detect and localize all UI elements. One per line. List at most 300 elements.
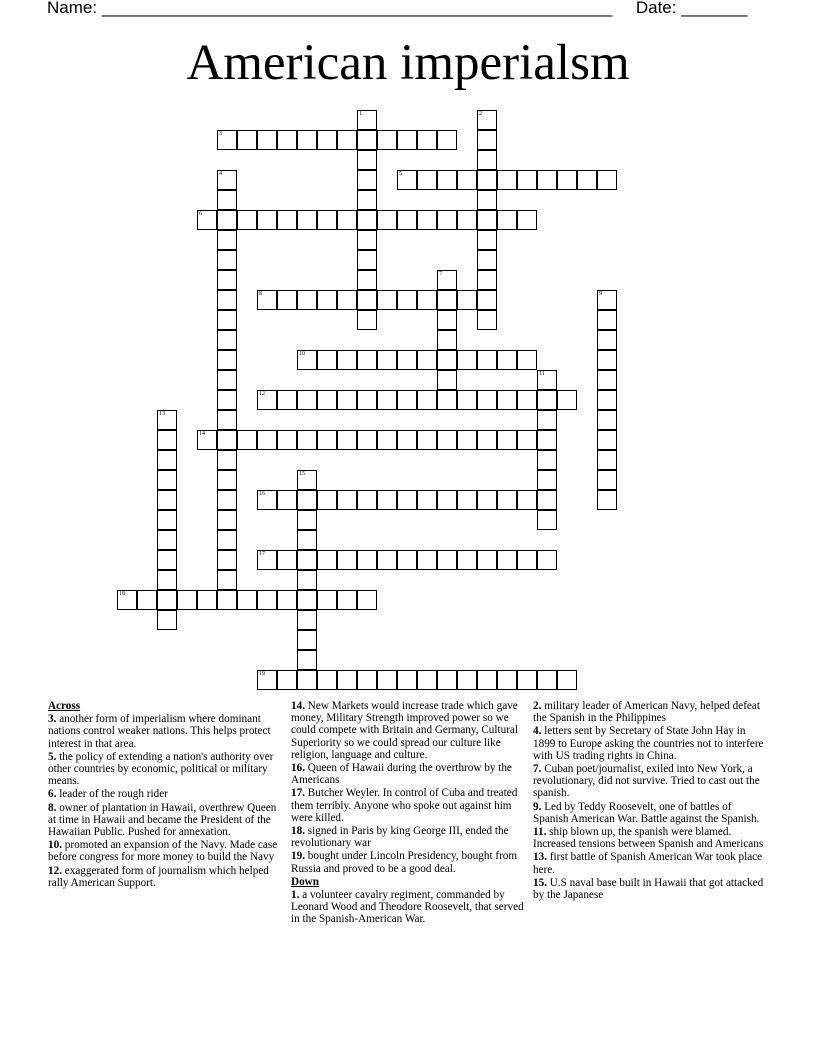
down-heading: Down xyxy=(291,875,319,888)
clue-text: bought under Lincoln Presidency, bought from Russia and proved to be a good deal. xyxy=(291,850,518,875)
grid-cell[interactable] xyxy=(297,550,317,570)
grid-cell[interactable] xyxy=(597,290,617,310)
grid-cell[interactable] xyxy=(597,170,617,190)
grid-cell[interactable] xyxy=(497,350,517,370)
grid-cell[interactable] xyxy=(477,390,497,410)
grid-cell[interactable] xyxy=(137,590,157,610)
grid-cell[interactable] xyxy=(437,350,457,370)
clue-text: a volunteer cavalry regiment, commanded by Leonard Wood and Theodore Roosevelt, that served in the Spanish-American War. xyxy=(291,889,524,926)
grid-cell[interactable] xyxy=(377,130,397,150)
grid-cell[interactable] xyxy=(537,410,557,430)
grid-cell[interactable] xyxy=(497,550,517,570)
grid-cell[interactable] xyxy=(477,670,497,690)
grid-cell[interactable] xyxy=(477,350,497,370)
grid-cell[interactable] xyxy=(397,290,417,310)
date-label: Date: xyxy=(635,0,677,17)
grid-cell[interactable] xyxy=(257,490,277,510)
grid-cell[interactable] xyxy=(277,390,297,410)
grid-cell[interactable] xyxy=(537,170,557,190)
grid-cell[interactable] xyxy=(517,390,537,410)
clue-text: promoted an expansion of the Navy. Made case before congress for more money to build the Navy xyxy=(48,839,278,864)
grid-cell[interactable] xyxy=(437,270,457,290)
clue-num: 5. xyxy=(48,750,57,763)
clue-number: 12 xyxy=(259,391,265,397)
grid-cell[interactable] xyxy=(157,590,177,610)
grid-cell[interactable] xyxy=(337,550,357,570)
clue-text: U.S naval base built in Hawaii that got attacked by the Japanese xyxy=(533,876,764,902)
grid-cell[interactable] xyxy=(317,130,337,150)
grid-cell[interactable] xyxy=(377,550,397,570)
clue-number: 18 xyxy=(119,591,125,597)
clue-num: 19. xyxy=(291,850,305,863)
grid-cell[interactable] xyxy=(537,450,557,470)
grid-cell[interactable] xyxy=(397,210,417,230)
grid-cell[interactable] xyxy=(537,470,557,490)
grid-cell[interactable] xyxy=(437,490,457,510)
clue-num: 17. xyxy=(291,787,305,800)
across-clue xyxy=(291,700,527,761)
grid-cell[interactable] xyxy=(377,490,397,510)
clues-column-1 xyxy=(48,700,280,890)
grid-cell[interactable] xyxy=(597,450,617,470)
grid-cell[interactable] xyxy=(337,130,357,150)
grid-cell[interactable] xyxy=(357,130,377,150)
grid-cell[interactable] xyxy=(297,670,317,690)
grid-cell[interactable] xyxy=(217,230,237,250)
clue-number: 15 xyxy=(299,471,305,477)
clues-column-2 xyxy=(291,700,527,927)
grid-cell[interactable] xyxy=(217,170,237,190)
grid-cell[interactable] xyxy=(297,590,317,610)
grid-cell[interactable] xyxy=(357,590,377,610)
grid-cell[interactable] xyxy=(597,330,617,350)
grid-cell[interactable] xyxy=(457,350,477,370)
clue-text: leader of the rough rider xyxy=(56,788,168,801)
grid-cell[interactable] xyxy=(357,430,377,450)
grid-cell[interactable] xyxy=(297,490,317,510)
grid-cell[interactable] xyxy=(337,490,357,510)
grid-cell[interactable] xyxy=(457,670,477,690)
grid-cell[interactable] xyxy=(117,590,137,610)
grid-cell[interactable] xyxy=(437,390,457,410)
grid-cell[interactable] xyxy=(337,290,357,310)
grid-cell[interactable] xyxy=(537,490,557,510)
clue-num: 8. xyxy=(48,801,57,814)
grid-cell[interactable] xyxy=(157,490,177,510)
grid-cell[interactable] xyxy=(597,370,617,390)
grid-cell[interactable] xyxy=(357,230,377,250)
grid-cell[interactable] xyxy=(377,430,397,450)
grid-cell[interactable] xyxy=(417,670,437,690)
grid-cell[interactable] xyxy=(437,670,457,690)
grid-cell[interactable] xyxy=(477,270,497,290)
grid-cell[interactable] xyxy=(217,490,237,510)
grid-cell[interactable] xyxy=(557,390,577,410)
clue-list xyxy=(48,713,280,889)
grid-cell[interactable] xyxy=(337,670,357,690)
clues-column-3 xyxy=(533,700,769,902)
grid-cell[interactable] xyxy=(217,410,237,430)
grid-cell[interactable] xyxy=(297,290,317,310)
clue-number: 13 xyxy=(159,411,165,417)
grid-cell[interactable] xyxy=(257,130,277,150)
grid-cell[interactable] xyxy=(277,430,297,450)
grid-cell[interactable] xyxy=(277,490,297,510)
grid-cell[interactable] xyxy=(217,550,237,570)
grid-cell[interactable] xyxy=(437,130,457,150)
across-clue xyxy=(48,751,280,788)
grid-cell[interactable] xyxy=(397,670,417,690)
grid-cell[interactable] xyxy=(477,430,497,450)
grid-cell[interactable] xyxy=(217,210,237,230)
grid-cell[interactable] xyxy=(597,350,617,370)
grid-cell[interactable] xyxy=(477,110,497,130)
grid-cell[interactable] xyxy=(437,430,457,450)
grid-cell[interactable] xyxy=(257,210,277,230)
grid-cell[interactable] xyxy=(237,590,257,610)
name-label: Name: xyxy=(47,0,98,17)
grid-cell[interactable] xyxy=(357,550,377,570)
grid-cell[interactable] xyxy=(277,670,297,690)
grid-cell[interactable] xyxy=(237,210,257,230)
clue-num: 2. xyxy=(533,700,542,712)
grid-cell[interactable] xyxy=(517,350,537,370)
grid-cell[interactable] xyxy=(217,470,237,490)
grid-cell[interactable] xyxy=(217,510,237,530)
across-clue xyxy=(48,788,280,800)
grid-cell[interactable] xyxy=(577,170,597,190)
grid-cell[interactable] xyxy=(537,550,557,570)
grid-cell[interactable] xyxy=(257,670,277,690)
grid-cell[interactable] xyxy=(597,430,617,450)
grid-cell[interactable] xyxy=(157,430,177,450)
grid-cell[interactable] xyxy=(357,110,377,130)
clue-number: 9 xyxy=(599,291,602,297)
grid-cell[interactable] xyxy=(597,490,617,510)
grid-cell[interactable] xyxy=(497,430,517,450)
grid-cell[interactable] xyxy=(217,530,237,550)
across-heading: Across xyxy=(48,700,81,712)
grid-cell[interactable] xyxy=(217,250,237,270)
grid-cell[interactable] xyxy=(437,170,457,190)
grid-cell[interactable] xyxy=(537,670,557,690)
grid-cell[interactable] xyxy=(517,210,537,230)
grid-cell[interactable] xyxy=(237,430,257,450)
clue-num: 1. xyxy=(291,889,300,902)
clue-num: 13. xyxy=(533,851,547,864)
down-clue xyxy=(533,763,769,800)
clue-number: 19 xyxy=(259,671,265,677)
grid-cell[interactable] xyxy=(197,210,217,230)
grid-cell[interactable] xyxy=(257,290,277,310)
grid-cell[interactable] xyxy=(217,270,237,290)
grid-cell[interactable] xyxy=(277,290,297,310)
grid-cell[interactable] xyxy=(457,170,477,190)
grid-cell[interactable] xyxy=(437,370,457,390)
clue-num: 18. xyxy=(291,825,305,838)
clue-text: military leader of American Navy, helped defeat the Spanish in the Philippines xyxy=(533,700,760,725)
grid-cell[interactable] xyxy=(437,330,457,350)
grid-cell[interactable] xyxy=(477,190,497,210)
clue-number: 8 xyxy=(259,291,262,297)
grid-cell[interactable] xyxy=(417,290,437,310)
grid-cell[interactable] xyxy=(377,670,397,690)
grid-cell[interactable] xyxy=(297,430,317,450)
grid-cell[interactable] xyxy=(217,450,237,470)
grid-cell[interactable] xyxy=(337,390,357,410)
grid-cell[interactable] xyxy=(317,590,337,610)
grid-cell[interactable] xyxy=(477,310,497,330)
grid-cell[interactable] xyxy=(517,670,537,690)
grid-cell[interactable] xyxy=(157,530,177,550)
grid-cell[interactable] xyxy=(597,410,617,430)
grid-cell[interactable] xyxy=(257,550,277,570)
grid-cell[interactable] xyxy=(417,390,437,410)
grid-cell[interactable] xyxy=(397,170,417,190)
grid-cell[interactable] xyxy=(317,550,337,570)
grid-cell[interactable] xyxy=(517,170,537,190)
grid-cell[interactable] xyxy=(157,570,177,590)
grid-cell[interactable] xyxy=(497,670,517,690)
grid-cell[interactable] xyxy=(317,430,337,450)
grid-cell[interactable] xyxy=(157,510,177,530)
grid-cell[interactable] xyxy=(477,250,497,270)
grid-cell[interactable] xyxy=(217,590,237,610)
grid-cell[interactable] xyxy=(477,490,497,510)
clue-num: 12. xyxy=(48,864,62,877)
grid-cell[interactable] xyxy=(477,210,497,230)
grid-cell[interactable] xyxy=(297,350,317,370)
grid-cell[interactable] xyxy=(317,210,337,230)
clue-text: ship blown up, the spanish were blamed. Increased tensions between Spanish and Americans xyxy=(533,826,764,851)
grid-cell[interactable] xyxy=(357,490,377,510)
clue-text: letters sent by Secretary of State John Hay in 1899 to Europe asking the countries not to interfere with US trading rights in China. xyxy=(533,725,764,762)
grid-cell[interactable] xyxy=(337,210,357,230)
grid-cell[interactable] xyxy=(377,290,397,310)
clue-number: 10 xyxy=(299,351,305,357)
grid-cell[interactable] xyxy=(157,410,177,430)
grid-cell[interactable] xyxy=(337,590,357,610)
clue-number: 7 xyxy=(439,271,442,277)
grid-cell[interactable] xyxy=(517,490,537,510)
grid-cell[interactable] xyxy=(157,550,177,570)
grid-cell[interactable] xyxy=(477,150,497,170)
clue-num: 9. xyxy=(533,800,542,813)
grid-cell[interactable] xyxy=(377,350,397,370)
grid-cell[interactable] xyxy=(477,230,497,250)
grid-cell[interactable] xyxy=(417,490,437,510)
grid-cell[interactable] xyxy=(417,350,437,370)
grid-cell[interactable] xyxy=(357,250,377,270)
grid-cell[interactable] xyxy=(497,170,517,190)
grid-cell[interactable] xyxy=(297,570,317,590)
down-clue xyxy=(533,700,769,724)
clue-text: Queen of Hawaii during the overthrow by the Americans xyxy=(291,762,512,787)
grid-cell[interactable] xyxy=(297,210,317,230)
grid-cell[interactable] xyxy=(397,350,417,370)
grid-cell[interactable] xyxy=(517,550,537,570)
clue-num: 15. xyxy=(533,876,547,889)
grid-cell[interactable] xyxy=(557,170,577,190)
clue-num: 14. xyxy=(291,700,305,712)
grid-cell[interactable] xyxy=(377,210,397,230)
grid-cell[interactable] xyxy=(297,130,317,150)
across-clue xyxy=(48,865,280,889)
grid-cell[interactable] xyxy=(337,350,357,370)
grid-cell[interactable] xyxy=(297,470,317,490)
grid-cell[interactable] xyxy=(177,590,197,610)
grid-cell[interactable] xyxy=(357,190,377,210)
clue-number: 1 xyxy=(359,111,362,117)
grid-cell[interactable] xyxy=(297,510,317,530)
grid-cell[interactable] xyxy=(537,390,557,410)
grid-cell[interactable] xyxy=(537,510,557,530)
clue-number: 4 xyxy=(219,171,222,177)
name-field[interactable]: ______________________________________________________ xyxy=(101,0,613,17)
grid-cell[interactable] xyxy=(357,270,377,290)
clue-number: 3 xyxy=(219,131,222,137)
grid-cell[interactable] xyxy=(357,210,377,230)
clue-number: 14 xyxy=(199,431,205,437)
grid-cell[interactable] xyxy=(357,170,377,190)
grid-cell[interactable] xyxy=(457,210,477,230)
grid-cell[interactable] xyxy=(317,670,337,690)
grid-cell[interactable] xyxy=(337,430,357,450)
grid-cell[interactable] xyxy=(217,310,237,330)
clue-text: Led by Teddy Roosevelt, one of battles of Spanish American War. Battle against the Spanish. xyxy=(533,800,760,825)
grid-cell[interactable] xyxy=(217,350,237,370)
grid-cell[interactable] xyxy=(317,350,337,370)
clue-number: 5 xyxy=(399,171,402,177)
down-clue xyxy=(533,826,769,850)
grid-cell[interactable] xyxy=(357,390,377,410)
across-clue xyxy=(48,839,280,863)
grid-cell[interactable] xyxy=(217,570,237,590)
grid-cell[interactable] xyxy=(157,470,177,490)
grid-cell[interactable] xyxy=(437,210,457,230)
across-clue xyxy=(291,825,527,849)
grid-cell[interactable] xyxy=(397,130,417,150)
grid-cell[interactable] xyxy=(217,190,237,210)
grid-cell[interactable] xyxy=(357,290,377,310)
grid-cell[interactable] xyxy=(497,490,517,510)
grid-cell[interactable] xyxy=(497,210,517,230)
grid-cell[interactable] xyxy=(477,170,497,190)
grid-cell[interactable] xyxy=(457,390,477,410)
across-clue xyxy=(291,850,527,874)
grid-cell[interactable] xyxy=(217,330,237,350)
grid-cell[interactable] xyxy=(397,430,417,450)
across-clue xyxy=(291,787,527,824)
grid-cell[interactable] xyxy=(277,130,297,150)
grid-cell[interactable] xyxy=(497,390,517,410)
grid-cell[interactable] xyxy=(257,390,277,410)
grid-cell[interactable] xyxy=(437,550,457,570)
clue-num: 4. xyxy=(533,725,542,738)
grid-cell[interactable] xyxy=(297,390,317,410)
grid-cell[interactable] xyxy=(457,290,477,310)
grid-cell[interactable] xyxy=(217,130,237,150)
down-clue xyxy=(533,877,769,901)
grid-cell[interactable] xyxy=(297,630,317,650)
clue-list xyxy=(533,700,769,901)
grid-cell[interactable] xyxy=(597,470,617,490)
grid-cell[interactable] xyxy=(517,430,537,450)
grid-cell[interactable] xyxy=(397,550,417,570)
grid-cell[interactable] xyxy=(457,490,477,510)
grid-cell[interactable] xyxy=(237,130,257,150)
grid-cell[interactable] xyxy=(157,450,177,470)
grid-cell[interactable] xyxy=(217,370,237,390)
grid-cell[interactable] xyxy=(537,370,557,390)
grid-cell[interactable] xyxy=(417,550,437,570)
grid-cell[interactable] xyxy=(197,430,217,450)
clue-text: first battle of Spanish American War took place here. xyxy=(533,851,763,876)
grid-cell[interactable] xyxy=(297,650,317,670)
grid-cell[interactable] xyxy=(477,130,497,150)
clue-number: 11 xyxy=(539,371,545,377)
down-clue xyxy=(533,725,769,762)
grid-cell[interactable] xyxy=(277,210,297,230)
grid-cell[interactable] xyxy=(477,290,497,310)
grid-cell[interactable] xyxy=(277,590,297,610)
date-field[interactable]: _______ xyxy=(681,0,748,17)
grid-cell[interactable] xyxy=(317,390,337,410)
grid-cell[interactable] xyxy=(357,670,377,690)
grid-cell[interactable] xyxy=(557,670,577,690)
grid-cell[interactable] xyxy=(597,310,617,330)
grid-cell[interactable] xyxy=(597,390,617,410)
grid-cell[interactable] xyxy=(457,430,477,450)
clue-text: Cuban poet/journalist, exiled into New York, a revolutionary, did not survive. Tried to cast out the spanish. xyxy=(533,763,760,800)
grid-cell[interactable] xyxy=(377,390,397,410)
grid-cell[interactable] xyxy=(197,590,217,610)
down-clue xyxy=(291,889,527,926)
across-clue xyxy=(48,713,280,750)
grid-cell[interactable] xyxy=(417,170,437,190)
grid-cell[interactable] xyxy=(217,290,237,310)
grid-cell[interactable] xyxy=(317,490,337,510)
grid-cell[interactable] xyxy=(157,610,177,630)
across-clue xyxy=(48,802,280,839)
grid-cell[interactable] xyxy=(217,430,237,450)
grid-cell[interactable] xyxy=(297,530,317,550)
grid-cell[interactable] xyxy=(257,590,277,610)
grid-cell[interactable] xyxy=(357,150,377,170)
grid-cell[interactable] xyxy=(257,430,277,450)
grid-cell[interactable] xyxy=(277,550,297,570)
grid-cell[interactable] xyxy=(457,550,477,570)
across-clue xyxy=(291,762,527,786)
grid-cell[interactable] xyxy=(217,390,237,410)
grid-cell[interactable] xyxy=(317,290,337,310)
grid-cell[interactable] xyxy=(537,430,557,450)
grid-cell[interactable] xyxy=(417,210,437,230)
grid-cell[interactable] xyxy=(437,310,457,330)
grid-cell[interactable] xyxy=(477,550,497,570)
clue-text: another form of imperialism where dominant nations control weaker nations. This helps protect interest in that area. xyxy=(48,713,271,750)
grid-cell[interactable] xyxy=(357,350,377,370)
clue-number: 2 xyxy=(479,111,482,117)
grid-cell[interactable] xyxy=(397,490,417,510)
grid-cell[interactable] xyxy=(417,430,437,450)
clue-num: 7. xyxy=(533,763,542,776)
grid-cell[interactable] xyxy=(357,310,377,330)
grid-cell[interactable] xyxy=(417,130,437,150)
grid-cell[interactable] xyxy=(437,290,457,310)
grid-cell[interactable] xyxy=(397,390,417,410)
grid-cell[interactable] xyxy=(297,610,317,630)
